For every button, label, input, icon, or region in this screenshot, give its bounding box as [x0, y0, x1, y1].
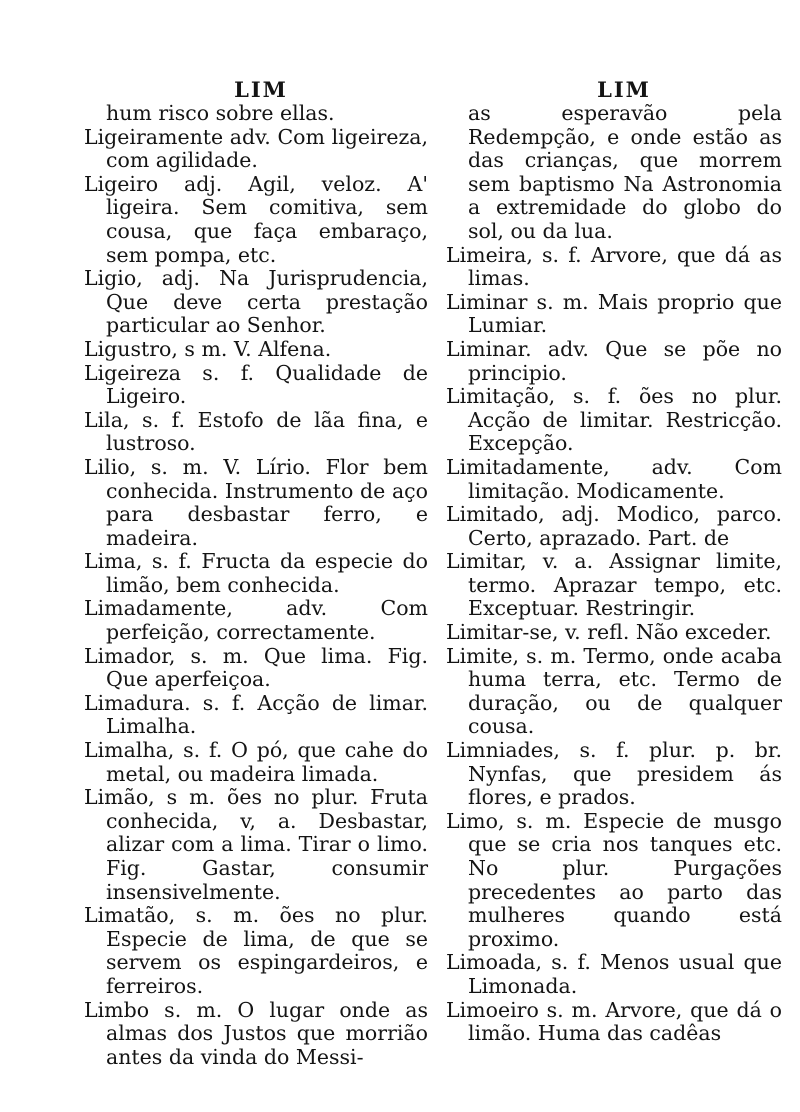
entry-limoeiro: Limoeiro s. m. Arvore, que dá o limão. Huma das cadêas — [446, 997, 782, 1046]
entry-ligeireza: Ligeireza s. f. Qualidade de Ligeiro. — [84, 360, 428, 409]
entry-limo: Limo, s. m. Especie de musgo que se cria nos tanques etc. No plur. Purgações precedentes ao parto das mulheres quando está proximo. — [446, 808, 782, 951]
entry-lima: Lima, s. f. Fructa da especie do limão, bem conhecida. — [84, 549, 428, 597]
entry-limao: Limão, s m. ões no plur. Fruta conhecida, v, a. Desbastar, alizar com a lima. Tirar o limo. Fig. Gastar, consumir insensivelmente. — [84, 785, 428, 904]
entry-limeira: Limeira, s. f. Arvore, que dá as limas. — [446, 242, 782, 291]
entry-continuation: hum risco sobre ellas. — [106, 101, 335, 125]
entry-ligustro: Ligustro, s m. V. Alfena. — [84, 336, 332, 361]
entry-ligeiro: Ligeiro adj. Agil, veloz. A' ligeira. Sem comitiva, sem cousa, que faça embaraço, sem pompa, etc. — [84, 171, 428, 267]
entry-limadura: Limadura. s. f. Acção de limar. Limalha. — [84, 690, 428, 739]
entry-ligeiramente: Ligeiramente adv. Com ligeireza, com agilidade. — [84, 124, 428, 173]
right-entries — [446, 102, 782, 1046]
entry-limniades: Limniades, s. f. plur. p. br. Nynfas, que presidem ás flores, e prados. — [446, 738, 782, 810]
entry-limitar: Limitar, v. a. Assignar limite, termo. Aprazar tempo, etc. Exceptuar. Restringir. — [446, 549, 782, 621]
entry-ligio: Ligio, adj. Na Jurisprudencia, Que deve certa prestação particular ao Senhor. — [84, 266, 428, 338]
entry-limbo: Limbo s. m. O lugar onde as almas dos Justos que morrião antes da vinda do Messi- — [84, 997, 428, 1069]
entry-lila: Lila, s. f. Estofo de lãa fina, e lustroso. — [84, 407, 428, 456]
right-column — [446, 78, 782, 1046]
left-entries — [84, 102, 428, 1069]
entry-continuation: as esperavão pela Redempção, e onde estão as das crianças, que morrem sem baptismo Na Astronomia a extremidade do globo do sol, ou da lua. — [468, 101, 782, 243]
right-running-header: LIM — [597, 77, 651, 102]
entry-limatao: Limatão, s. m. ões no plur. Especie de lima, de que se servem os espingardeiros, e ferreiros. — [84, 903, 428, 998]
entry-liminar-adv: Liminar. adv. Que se põe no principio. — [446, 336, 782, 385]
entry-lilio: Lilio, s. m. V. Lírio. Flor bem conhecida. Instrumento de aço para desbastar ferro, e madeira. — [84, 454, 428, 550]
entry-limadamente: Limadamente, adv. Com perfeição, correctamente. — [84, 596, 428, 645]
entry-limitado: Limitado, adj. Modico, parco. Certo, aprazado. Part. de — [446, 502, 782, 550]
entry-limalha: Limalha, s. f. O pó, que cahe do metal, ou madeira limada. — [84, 738, 428, 786]
entry-liminar-noun: Liminar s. m. Mais proprio que Lumiar. — [446, 289, 782, 338]
entry-limador: Limador, s. m. Que lima. Fig. Que aperfeiçoa. — [84, 643, 428, 692]
left-running-header: LIM — [234, 77, 288, 102]
left-column — [84, 78, 428, 1069]
entry-limitadamente: Limitadamente, adv. Com limitação. Modicamente. — [446, 454, 782, 503]
entry-limoada: Limoada, s. f. Menos usual que Limonada. — [446, 950, 782, 998]
entry-limite: Limite, s. m. Termo, onde acaba huma terra, etc. Termo de duração, ou de qualquer cousa. — [446, 643, 782, 739]
entry-limitar-se: Limitar-se, v. refl. Não exceder. — [446, 620, 772, 645]
entry-limitacao: Limitação, s. f. ões no plur. Acção de limitar. Restricção. Excepção. — [446, 384, 782, 456]
